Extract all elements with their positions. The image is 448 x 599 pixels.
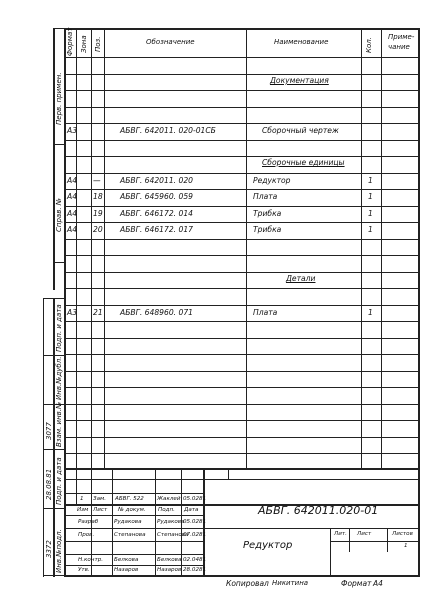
row-designation: АБВГ. 642011. 020 [120,176,193,185]
person-role: Н.контр. [78,557,104,563]
row-designation: АБВГ. 648960. 071 [120,308,193,317]
row-qty: 1 [368,225,373,234]
row-name: Плата [253,308,278,317]
col-izm: Изм [77,507,89,513]
row-designation: АБВГ. 642011. 020-01СБ [120,126,216,135]
person-role: Разраб [78,519,99,525]
side-label-sprav: Справ. № [55,197,63,232]
row-format: А4 [67,176,78,185]
row-format: А4 [67,209,78,218]
row-designation: АБВГ. 645960. 059 [120,192,193,201]
person-sign: Белкова [157,557,182,563]
row-name: Сборочный чертеж [262,126,339,135]
header-note-line1: Приме- [388,33,415,41]
col-list: Лист [93,507,108,513]
person-date: 05.0281 [183,519,207,525]
person-date: 07.0281 [183,532,207,538]
side-label-perv-primen: Перв. примен. [55,72,63,125]
row-format: А3 [67,308,78,317]
section-parts: Детали [286,274,316,283]
row-pos: 20 [93,225,103,234]
side-value-vzam-inv: 3077 [45,422,53,440]
doc-code: АБВГ. 642011.020-01 [258,504,379,517]
header-qty: Кол. [365,37,373,53]
section-assemblies: Сборочные единицы [262,158,345,167]
side-label-vzam-inv: Взам. инв.№ [55,401,63,447]
header-format: Формат [66,27,74,56]
row-format: А4 [67,192,78,201]
rev-izm: 1 [80,496,84,502]
row-qty: 1 [368,176,373,185]
person-sign: Рудакова [157,519,185,525]
row-name: Плата [253,192,278,201]
header-name: Наименование [274,38,329,46]
row-pos: 18 [93,192,103,201]
product-name: Редуктор [243,540,293,551]
person-date: 02.0481 [183,557,207,563]
row-pos: 19 [93,209,103,218]
copied-label: Копировал [226,579,269,588]
col-date: Дата [184,507,199,513]
format-value: А4 [373,579,383,588]
rev-date: 05.0281 [183,496,207,502]
header-designation: Обозначение [146,38,195,46]
format-label: Формат [341,579,372,588]
person-role: Пров. [78,532,95,538]
side-value-inv-podl: 3372 [45,540,53,558]
row-name: Трибка [253,225,282,234]
person-sign: Назаров [157,567,182,573]
header-zone: Зона [80,35,88,53]
rev-doc: АБВГ. 522 [115,496,144,502]
row-format: А4 [67,225,78,234]
row-designation: АБВГ. 646172. 014 [120,209,193,218]
col-doc: № докум. [118,507,146,513]
row-designation: АБВГ. 646172. 017 [120,225,193,234]
row-format: А3 [67,126,78,135]
listov-value: 1 [404,543,408,549]
row-pos: — [93,176,101,185]
listov-label: Листов [392,531,413,537]
person-role: Утв. [78,567,90,573]
rev-list: Зам. [93,496,107,502]
person-name: Рудакова [114,519,142,525]
side-value-podp-data-2: 28.08.81 [45,468,53,500]
row-qty: 1 [368,192,373,201]
side-label-inv-dubl: Инв.№дубл. [55,356,63,400]
row-qty: 1 [368,308,373,317]
side-label-inv-podl: Инв.№подл. [55,529,63,573]
person-name: Белкова [114,557,139,563]
header-note-line2: чание [388,43,410,51]
person-name: Степанова [114,532,146,538]
row-pos: 21 [93,308,103,317]
person-sign: Степанова [157,532,189,538]
list-label: Лист [357,531,372,537]
lit-label: Лит. [334,531,347,537]
rev-sign: Жаклей [157,496,181,502]
row-qty: 1 [368,209,373,218]
side-label-podp-data-1: Подп. и дата [55,304,63,352]
section-documentation: Документация [270,76,329,85]
col-sign: Подп. [158,507,175,513]
header-pos: Поз. [94,36,102,52]
copied-sign: Никитина [272,579,309,587]
row-name: Редуктор [253,176,291,185]
person-name: Назаров [114,567,139,573]
person-date: 28.0281 [183,567,207,573]
row-name: Трибка [253,209,282,218]
side-label-podp-data-2: Подп. и дата [55,457,63,505]
